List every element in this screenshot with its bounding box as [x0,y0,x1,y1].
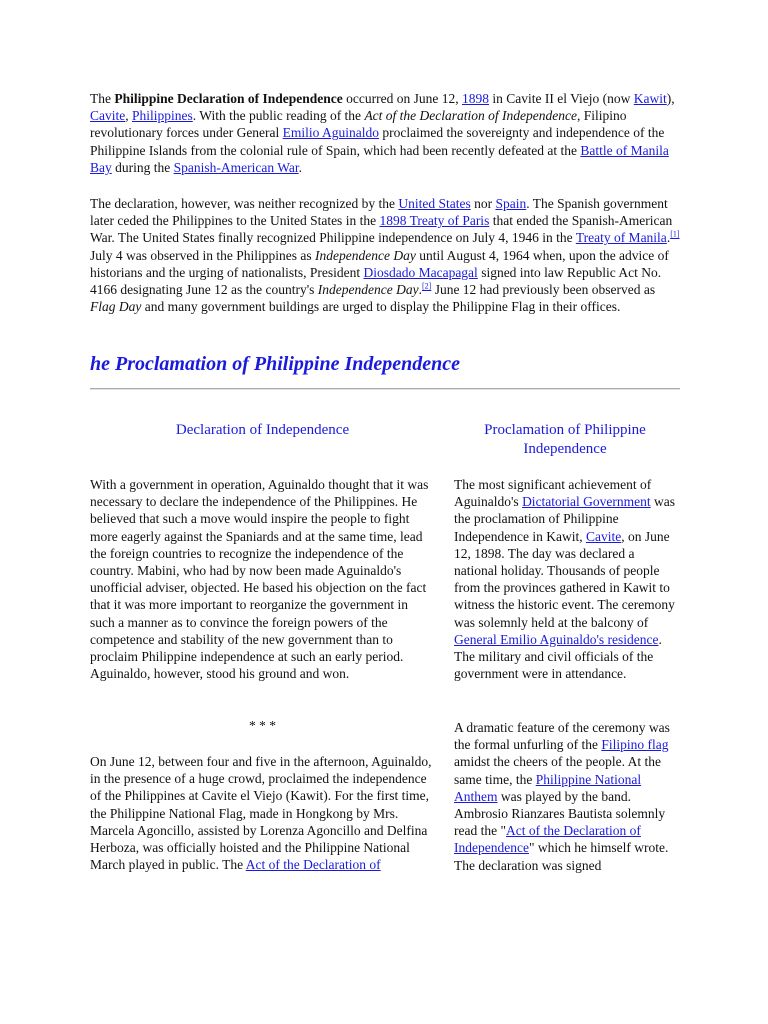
text: The declaration, however, was neither recognized by the [90,196,399,211]
text: was the proclamation of Philippine Independence in Kawit, [454,494,676,544]
left-paragraph-2 [90,753,435,873]
text: that ended the Spanish-American War. The United States finally recognized Philippine independence on July 4, 1946 in the [90,213,673,246]
left-column-heading: Declaration of Independence [175,422,350,438]
link-aguinaldo-residence[interactable]: General Emilio Aguinaldo's residence [454,631,659,647]
text: The [90,91,115,106]
italic-act-title: Act of the Declaration of Independence [364,108,577,124]
link-emilio-aguinaldo[interactable]: Emilio Aguinaldo [282,125,380,141]
text: . [666,230,671,246]
text: and many government buildings are urged to display the Philippine Flag in their offices. [141,299,621,315]
text: proclaimed the sovereignty and independence of the Philippine Islands from the colonial rule of Spain, which had been recently defeated at the [90,125,665,158]
text: during the [111,159,174,175]
link-philippines[interactable]: Philippines [132,108,193,124]
text: . The military and civil officials of the government were in attendance. [454,631,662,682]
italic-independence-day: Independence Day [314,247,416,263]
text: , on June 12, 1898. The day was declared a national holiday. Thousands of people from the provinces gathered in Kawit to witness the historic event. The ceremony was solemnly held at the balcony of [454,528,675,630]
link-united-states[interactable]: United States [398,196,471,211]
link-spain[interactable]: Spain [495,196,527,211]
text: occurred on June 12, [342,91,462,106]
text: was played by the band. Ambrosio Rianzares Bautista solemnly read the " [454,788,666,839]
bold-term: Philippine Declaration of Independence [114,91,343,106]
link-battle-of-manila-bay[interactable]: Battle of Manila Bay [90,142,669,175]
footnote-ref-2[interactable]: [2] [421,281,432,291]
horizontal-divider [90,388,680,390]
text: . [298,159,303,175]
text: signed into law Republic Act No. 4166 designating June 12 as the country's [90,264,662,298]
link-filipino-flag[interactable]: Filipino flag [601,737,669,753]
footnote-ref-1[interactable]: [1] [670,229,680,239]
text: nor [470,196,496,211]
right-paragraph-2 [454,719,680,874]
text: " which he himself wrote. The declaration was signed [454,840,669,873]
text: . The Spanish government later ceded the Philippines to the United States in the [90,196,668,229]
italic-flag-day: Flag Day [90,299,142,315]
intro-paragraph-2 [90,195,680,315]
text: The most significant achievement of Aguinaldo's [454,477,652,510]
intro-paragraph-1 [90,90,680,176]
link-philippine-national-anthem[interactable]: Philippine National Anthem [454,771,642,804]
text: On June 12, between four and five in the afternoon, Aguinaldo, in the presence of a huge crowd, proclaimed the independence of the Philippines at Cavite el Viejo (Kawit). For the first time, the Philippine National Flag, made in Hongkong by Mrs. Marcela Agoncillo, assisted by Lorenza Agoncillo and Delfina Herboza, was officially hoisted and the Philippine National March played in public. The [90,754,432,873]
link-kawit[interactable]: Kawit [633,91,667,106]
text: . With the public reading of the [192,108,365,124]
text: ), [666,91,675,106]
link-1898[interactable]: 1898 [461,91,489,106]
link-act-of-declaration[interactable]: Act of the Declaration of [245,857,381,873]
link-dictatorial-government[interactable]: Dictatorial Government [522,494,651,510]
link-treaty-of-paris[interactable]: 1898 Treaty of Paris [379,213,490,229]
italic-independence-day: Independence Day [317,282,419,298]
link-act-of-declaration[interactable]: Act of the Declaration of Independence [454,823,641,856]
link-diosdado-macapagal[interactable]: Diosdado Macapagal [363,264,478,280]
text: in Cavite II el Viejo (now [488,91,634,106]
link-spanish-american-war[interactable]: Spanish-American War [173,159,299,175]
text: June 12 had previously been observed as [431,282,656,298]
text: . [418,282,422,298]
section-separator: * * * [249,718,276,733]
text: amidst the cheers of the people. At the same time, the [454,754,661,787]
text: A dramatic feature of the ceremony was the formal unfurling of the [454,720,670,753]
text: until August 4, 1964 when, upon the advice of historians and the urging of nationalists, President [90,247,669,280]
left-paragraph-1: With a government in operation, Aguinaldo thought that it was necessary to declare the independence of the Philippines. He believed that such a move would inspire the people to fight more eagerly against the Spaniards and at the same time, lead the foreign countries to recognize the independence of the country. Mabini, who had by now been made Aguinaldo's unofficial adviser, objected. He based his objection on the fact that it was more important to reorganize the government in such a manner as to convince the foreign powers of the competence and stability of the new government than to proclaim Philippine independence at such an early period. Aguinaldo, however, stood his ground and won. [90,477,429,682]
section-heading: he Proclamation of Philippine Independence [90,353,460,375]
text: , [125,108,132,124]
right-paragraph-1 [454,476,680,682]
link-treaty-of-manila[interactable]: Treaty of Manila [575,230,667,246]
text: July 4 was observed in the Philippines as [90,247,315,263]
link-cavite[interactable]: Cavite [585,528,622,544]
link-cavite[interactable]: Cavite [90,108,126,124]
text: , Filipino revolutionary forces under General [90,108,627,141]
right-column-heading: Proclamation of Philippine Independence [484,422,646,457]
